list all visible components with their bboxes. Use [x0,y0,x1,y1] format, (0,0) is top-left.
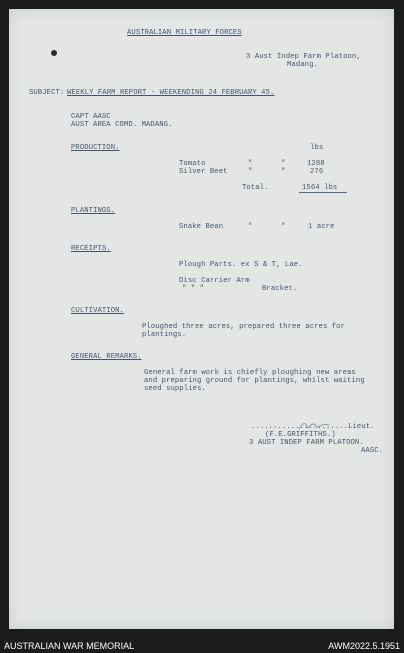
archive-footer [0,638,404,653]
production-item-name: Silver Beet [179,168,228,176]
receipts-line: Disc Carrier Arm [179,277,250,285]
production-item-name: Tomato [179,160,206,168]
plantings-heading: PLANTINGS. [71,207,116,215]
cultivation-line: plantings. [142,331,187,339]
production-total-label: Total. [242,184,269,192]
signatory-unit: 3 AUST INDEP FARM PLATOON. [249,439,364,447]
remarks-line: and preparing ground for plantings, whilst waiting [144,377,365,385]
cultivation-line: Ploughed three acres, prepared three acres for [142,323,346,331]
plantings-value: 1 acre [308,223,335,231]
remarks-line: seed supplies. [144,385,206,393]
signatory-suffix: AASC. [361,447,384,455]
remarks-line: General farm work is chiefly ploughing new areas [144,369,356,377]
addressee-line1: CAPT AASC [71,113,111,121]
signature-dots-rank: ......................Lieut. [251,423,375,431]
punch-hole [51,50,57,56]
cultivation-heading: CULTIVATION. [71,307,124,315]
document-title: AUSTRALIAN MILITARY FORCES [127,29,242,37]
subject-text: WEEKLY FARM REPORT - WEEKENDING 24 FEBRUARY 45. [67,89,275,97]
signatory-name: (F.E.GRIFFITHS.) [265,431,336,439]
total-rule [299,192,347,193]
production-total-value: 1564 lbs [302,184,338,192]
receipts-line: Bracket. [262,285,298,293]
plantings-ditto: " [248,223,253,231]
receipts-heading: RECEIPTS. [71,245,111,253]
production-item-value: 276 [310,168,324,176]
subject-label: SUBJECT: [29,89,65,97]
archive-reference: AWM2022.5.1951 [328,641,400,651]
remarks-heading: GENERAL REMARKS. [71,353,142,361]
production-heading: PRODUCTION. [71,144,120,152]
archive-name: AUSTRALIAN WAR MEMORIAL [4,641,135,651]
production-item-ditto: " [281,160,286,168]
receipts-ditto: " " " [182,285,205,293]
plantings-item: Snake Bean [179,223,224,231]
production-item-value: 1288 [307,160,325,168]
sender-unit: 3 Aust Indep Farm Platoon, [246,53,361,61]
plantings-ditto: " [281,223,286,231]
document-page [9,9,394,629]
production-item-ditto: " [281,168,286,176]
production-item-ditto: " [248,168,253,176]
production-item-ditto: " [248,160,253,168]
addressee-line2: AUST AREA COMD. MADANG. [71,121,173,129]
receipts-line: Plough Parts. ex S & T, Lae. [179,261,303,269]
sender-location: Madang. [287,61,318,69]
production-unit: lbs [310,144,324,152]
